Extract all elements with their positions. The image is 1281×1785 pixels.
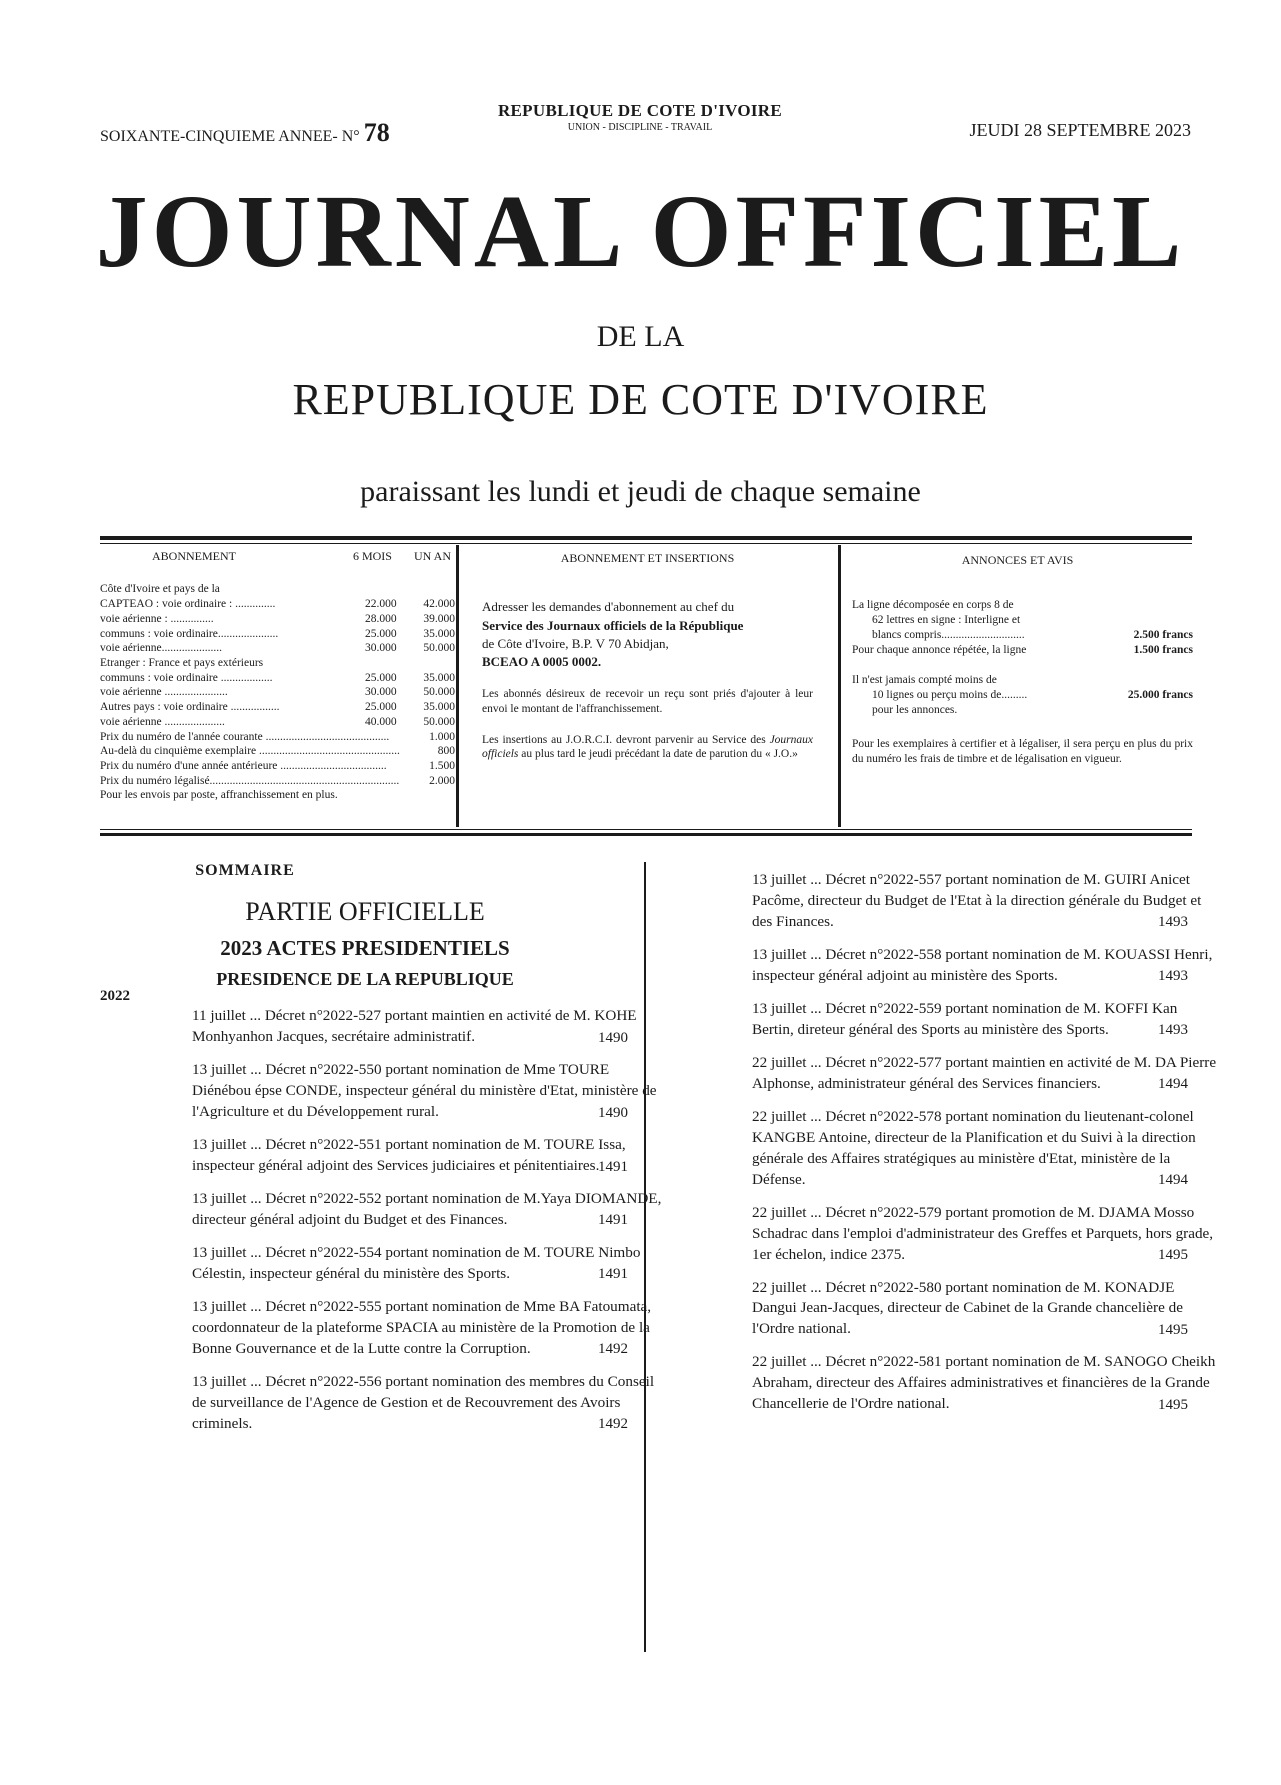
summary-entry-text: 11 juillet ... Décret n°2022-527 portant maintien en activité de M. KOHE Monhyanhon Jacques, secrétaire administratif.: [192, 1007, 637, 1046]
country-header: [440, 101, 840, 133]
subscription-rate-row: [100, 641, 455, 656]
rate-one-year: [415, 788, 455, 803]
ann-final: Pour les exemplaires à certifier et à légaliser, il sera perçu en plus du prix du numéro les frais de timbre et de légalisation en vigueur.: [852, 738, 1193, 766]
summary-entry-text: 13 juillet ... Décret n°2022-552 portant nomination de M.Yaya DIOMANDE, directeur général adjoint du Budget et des Finances.: [192, 1190, 662, 1229]
subscription-rate-row: [100, 730, 455, 745]
ann-l6-price: 25.000 francs: [1127, 688, 1193, 701]
rate-six-months: [365, 788, 415, 803]
summary-entry-text: 13 juillet ... Décret n°2022-554 portant nomination de M. TOURE Nimbo Célestin, inspecteur général du ministère des Sports.: [192, 1244, 641, 1283]
actes-presidentiels: 2023 ACTES PRESIDENTIELS: [220, 935, 510, 960]
summary-entry-page: 1494: [1158, 1076, 1188, 1093]
rate-six-months: [400, 744, 431, 759]
subscription-rate-row: [100, 627, 455, 642]
presidence: PRESIDENCE DE LA REPUBLIQUE: [216, 968, 514, 989]
journal-title: JOURNAL OFFICIEL: [95, 174, 1186, 289]
summary-entry-page: 1495: [1158, 1321, 1188, 1338]
summary-entry-text: 13 juillet ... Décret n°2022-555 portant nomination de Mme BA Fatoumata, coordonnateur de la plateforme SPACIA au ministère de la Promotion de la Bonne Gouvernance et de la Lutte contre la Corruption.: [192, 1298, 652, 1358]
rate-one-year: 50.000: [423, 642, 455, 655]
summary-entry-text: 13 juillet ... Décret n°2022-558 portant nomination de M. KOUASSI Henri, inspecteur général adjoint au ministère des Sports.: [752, 945, 1213, 984]
summary-entry: [100, 1135, 630, 1177]
summary-entries-left: [100, 1006, 662, 1434]
insertions-p1a: Adresser les demandes d'abonnement au chef du: [482, 599, 735, 615]
summary-entry-text: 13 juillet ... Décret n°2022-556 portant nomination des membres du Conseil de surveillance de l'Agence de Gestion et de Recouvrement des Avoirs criminels.: [192, 1373, 655, 1432]
rate-six-months: [387, 759, 425, 774]
subscription-rate-row: [100, 788, 455, 803]
issue-number-value: 78: [363, 118, 390, 147]
subscription-rate-row: [100, 597, 455, 612]
summary-entry-page: 1493: [1158, 968, 1188, 985]
rate-six-months: 22.000: [365, 598, 397, 611]
national-motto: UNION - DISCIPLINE - TRAVAIL: [567, 122, 713, 133]
rate-one-year: 50.000: [423, 686, 455, 699]
ann-l6: 10 lignes ou perçu moins de.........: [872, 688, 1028, 701]
rate-label: Prix du numéro de l'année courante ...........................................: [100, 730, 390, 743]
rate-six-months: [399, 774, 429, 789]
rate-one-year: 39.000: [423, 612, 455, 625]
rate-label: voie aérienne .....................: [100, 715, 225, 728]
rate-label: Côte d'Ivoire et pays de la: [100, 583, 220, 596]
issue-label: SOIXANTE-CINQUIEME ANNEE- N°: [100, 128, 360, 145]
bottom-rule-thick: [100, 833, 1192, 836]
rate-six-months: 28.000: [365, 612, 397, 625]
summary-entry-page: 1491: [598, 1158, 628, 1175]
summary-column-left: [100, 860, 662, 1447]
issue-date: JEUDI 28 SEPTEMBRE 2023: [969, 120, 1191, 140]
rate-label: Etranger : France et pays extérieurs: [100, 656, 264, 669]
subscription-rate-row: [100, 685, 455, 700]
rate-one-year: 50.000: [423, 715, 455, 728]
insertions-p3a: Les insertions au J.O.R.C.I. devront parvenir au Service des: [482, 733, 766, 746]
rate-one-year: 35.000: [423, 671, 455, 684]
subscription-rate-row: [100, 715, 455, 730]
subscription-rate-row: [100, 612, 455, 627]
insertions-p1d: BCEAO A 0005 0002.: [482, 653, 602, 669]
rate-one-year: 35.000: [423, 701, 455, 714]
ann-l7: pour les annonces.: [872, 703, 958, 716]
summary-entry-page: 1491: [598, 1212, 628, 1229]
summary-entry: [660, 1203, 1214, 1266]
top-rule-thick: [100, 536, 1192, 540]
publication-frequency: paraissant les lundi et jeudi de chaque semaine: [360, 475, 921, 508]
rate-label: communs : voie ordinaire ..................: [100, 671, 273, 684]
summary-entries-right: [660, 870, 1217, 1415]
summary-entry-text: 13 juillet ... Décret n°2022-550 portant nomination de Mme TOURE Diénébou épse CONDE, inspecteur général du ministère d'Etat, ministère de l'Agriculture et du Développement rural.: [192, 1061, 657, 1121]
summary-entry-page: 1495: [1158, 1246, 1188, 1263]
summary-entry-text: 22 juillet ... Décret n°2022-577 portant maintien en activité de M. DA Pierre Alphonse, administrateur général des Services financiers.: [752, 1053, 1217, 1092]
summary-entry-text: 22 juillet ... Décret n°2022-578 portant nomination du lieutenant-colonel KANGBE Antoine, directeur de la Planification et du Suivi à la direction générale des Affaires stratégiques au ministère d'Etat, ministère de la Défense.: [752, 1107, 1196, 1188]
rate-label: communs : voie ordinaire.....................: [100, 627, 279, 640]
rate-label: Prix du numéro d'une année antérieure .....................................: [100, 759, 387, 772]
six-months-heading: 6 MOIS: [352, 549, 392, 563]
announcements-box: [840, 545, 1195, 833]
rate-label: voie aérienne : ...............: [100, 612, 214, 625]
ann-l4-price: 1.500 francs: [1133, 643, 1193, 656]
rate-six-months: 25.000: [365, 627, 397, 640]
country-name: REPUBLIQUE DE COTE D'IVOIRE: [497, 101, 783, 120]
rate-six-months: 40.000: [365, 715, 397, 728]
subscription-box: [100, 545, 455, 825]
subscription-rate-row: [100, 656, 455, 671]
summary-entry-text: 22 juillet ... Décret n°2022-579 portant promotion de M. DJAMA Mosso Schadrac dans l'emploi d'administrateur des Greffes et Parquets, hors grade, 1er échelon, indice 2375.: [752, 1203, 1214, 1263]
rate-label: CAPTEAO : voie ordinaire : ..............: [100, 598, 276, 611]
rate-one-year: 1.500: [429, 759, 455, 772]
summary-entry: [660, 945, 1213, 987]
ann-l3-price: 2.500 francs: [1133, 628, 1193, 641]
ann-l2: 62 lettres en signe : Interligne et: [872, 614, 1021, 627]
subscription-rate-row: [100, 671, 455, 686]
summary-entry-text: 13 juillet ... Décret n°2022-557 portant nomination de M. GUIRI Anicet Pacôme, directeur du Budget de l'Etat à la direction générale du Budget et des Finances.: [752, 871, 1202, 930]
rate-one-year: 2.000: [429, 774, 455, 787]
subscription-heading: ABONNEMENT: [152, 549, 236, 563]
insertions-heading: ABONNEMENT ET INSERTIONS: [560, 551, 735, 565]
rate-label: Prix du numéro légalisé..................................................................: [100, 774, 400, 787]
summary-entry: [660, 870, 1202, 933]
summary-entry-page: 1492: [598, 1416, 628, 1433]
rate-six-months: 25.000: [365, 671, 397, 684]
issue-number: [100, 118, 390, 148]
rate-one-year: 800: [437, 745, 455, 758]
insertions-p1c: de Côte d'Ivoire, B.P. V 70 Abidjan,: [482, 635, 669, 651]
insertions-box: [470, 545, 825, 831]
summary-year: 2022: [100, 987, 130, 1004]
insertions-p3b: Journaux officiels: [482, 733, 813, 761]
subscription-rate-row: [100, 774, 455, 789]
rate-six-months: 25.000: [365, 701, 397, 714]
ann-l1: La ligne décomposée en corps 8 de: [852, 599, 1014, 612]
summary-column-right: [660, 870, 1217, 1427]
summary-entry-page: 1495: [1158, 1396, 1188, 1413]
summary-entry-page: 1493: [1158, 1022, 1188, 1039]
insertions-p2: Les abonnés désireux de recevoir un reçu sont priés d'ajouter à leur envoi le montant de l'affranchissement.: [482, 688, 813, 715]
summary-entry: [660, 1278, 1190, 1341]
de-la: DE LA: [596, 320, 685, 353]
rate-one-year: 35.000: [423, 627, 455, 640]
summary-entry-text: 13 juillet ... Décret n°2022-559 portant nomination de M. KOFFI Kan Bertin, direteur général des Sports au ministère des Sports.: [752, 999, 1178, 1038]
one-year-heading: UN AN: [413, 549, 451, 563]
summary-entry: [660, 1107, 1196, 1191]
ann-l3: blancs compris.............................: [872, 628, 1025, 641]
summary-entry: [100, 1006, 637, 1048]
rate-one-year: 42.000: [423, 598, 455, 611]
rate-one-year: 1.000: [429, 730, 455, 743]
rate-six-months: [365, 656, 415, 671]
summary-entry-text: 22 juillet ... Décret n°2022-581 portant nomination de M. SANOGO Cheikh Abraham, directeur des Affaires administratives et financières de la Grande Chancellerie de l'Ordre national.: [752, 1353, 1216, 1413]
summary-entry: [100, 1189, 662, 1231]
rate-label: Autres pays : voie ordinaire .................: [100, 701, 280, 714]
rate-six-months: [389, 730, 426, 745]
announcements-heading: ANNONCES ET AVIS: [961, 553, 1074, 567]
box-divider-1: [456, 545, 459, 827]
rate-six-months: 30.000: [365, 686, 397, 699]
rate-six-months: [365, 582, 415, 597]
partie-officielle: PARTIE OFFICIELLE: [245, 897, 485, 927]
rate-one-year: [415, 656, 455, 671]
rate-label: voie aérienne.....................: [100, 642, 222, 655]
insertions-p1b: Service des Journaux officiels de la République: [482, 617, 744, 633]
subscription-rate-row: [100, 700, 455, 715]
summary-entry-page: 1491: [598, 1266, 628, 1283]
summary-title: SOMMAIRE: [195, 862, 295, 879]
rate-one-year: [415, 582, 455, 597]
insertions-p3c: au plus tard le jeudi précédant la date de parution du « J.O.»: [521, 748, 798, 761]
summary-entry: [100, 1297, 652, 1360]
subscription-rate-row: [100, 582, 455, 597]
summary-entry-page: 1493: [1158, 914, 1188, 931]
rate-label: voie aérienne ......................: [100, 686, 228, 699]
summary-entry: [660, 1053, 1217, 1095]
summary-entry-page: 1494: [1158, 1171, 1188, 1188]
rate-label: Pour les envois par poste, affranchissement en plus.: [100, 789, 338, 802]
rate-six-months: 30.000: [365, 642, 397, 655]
summary-entry: [660, 999, 1190, 1041]
subscription-rates: [100, 582, 455, 803]
summary-entry-text: 22 juillet ... Décret n°2022-580 portant nomination de M. KONADJE Dangui Jean-Jacques, directeur de Cabinet de la Grande chancelière de l'Ordre national.: [752, 1278, 1183, 1338]
subscription-rate-row: [100, 744, 455, 759]
summary-entry-text: 13 juillet ... Décret n°2022-551 portant nomination de M. TOURE Issa, inspecteur général adjoint des Services judiciaires et pénitentiaires.: [192, 1136, 626, 1175]
republic-title: REPUBLIQUE DE COTE D'IVOIRE: [292, 375, 989, 424]
top-rule-thin: [100, 543, 1192, 544]
summary-entry-page: 1490: [598, 1029, 628, 1046]
ann-l4: Pour chaque annonce répétée, la ligne: [852, 643, 1027, 656]
subscription-rate-row: [100, 759, 455, 774]
summary-entry: [100, 1243, 641, 1285]
summary-entry-page: 1490: [598, 1104, 628, 1121]
summary-entry: [660, 1352, 1216, 1415]
summary-entry: [100, 1060, 657, 1123]
summary-entry-page: 1492: [598, 1341, 628, 1358]
rate-label: Au-delà du cinquième exemplaire .................................................: [100, 745, 400, 758]
ann-l5: Il n'est jamais compté moins de: [852, 674, 997, 687]
summary-entry: [100, 1372, 655, 1435]
